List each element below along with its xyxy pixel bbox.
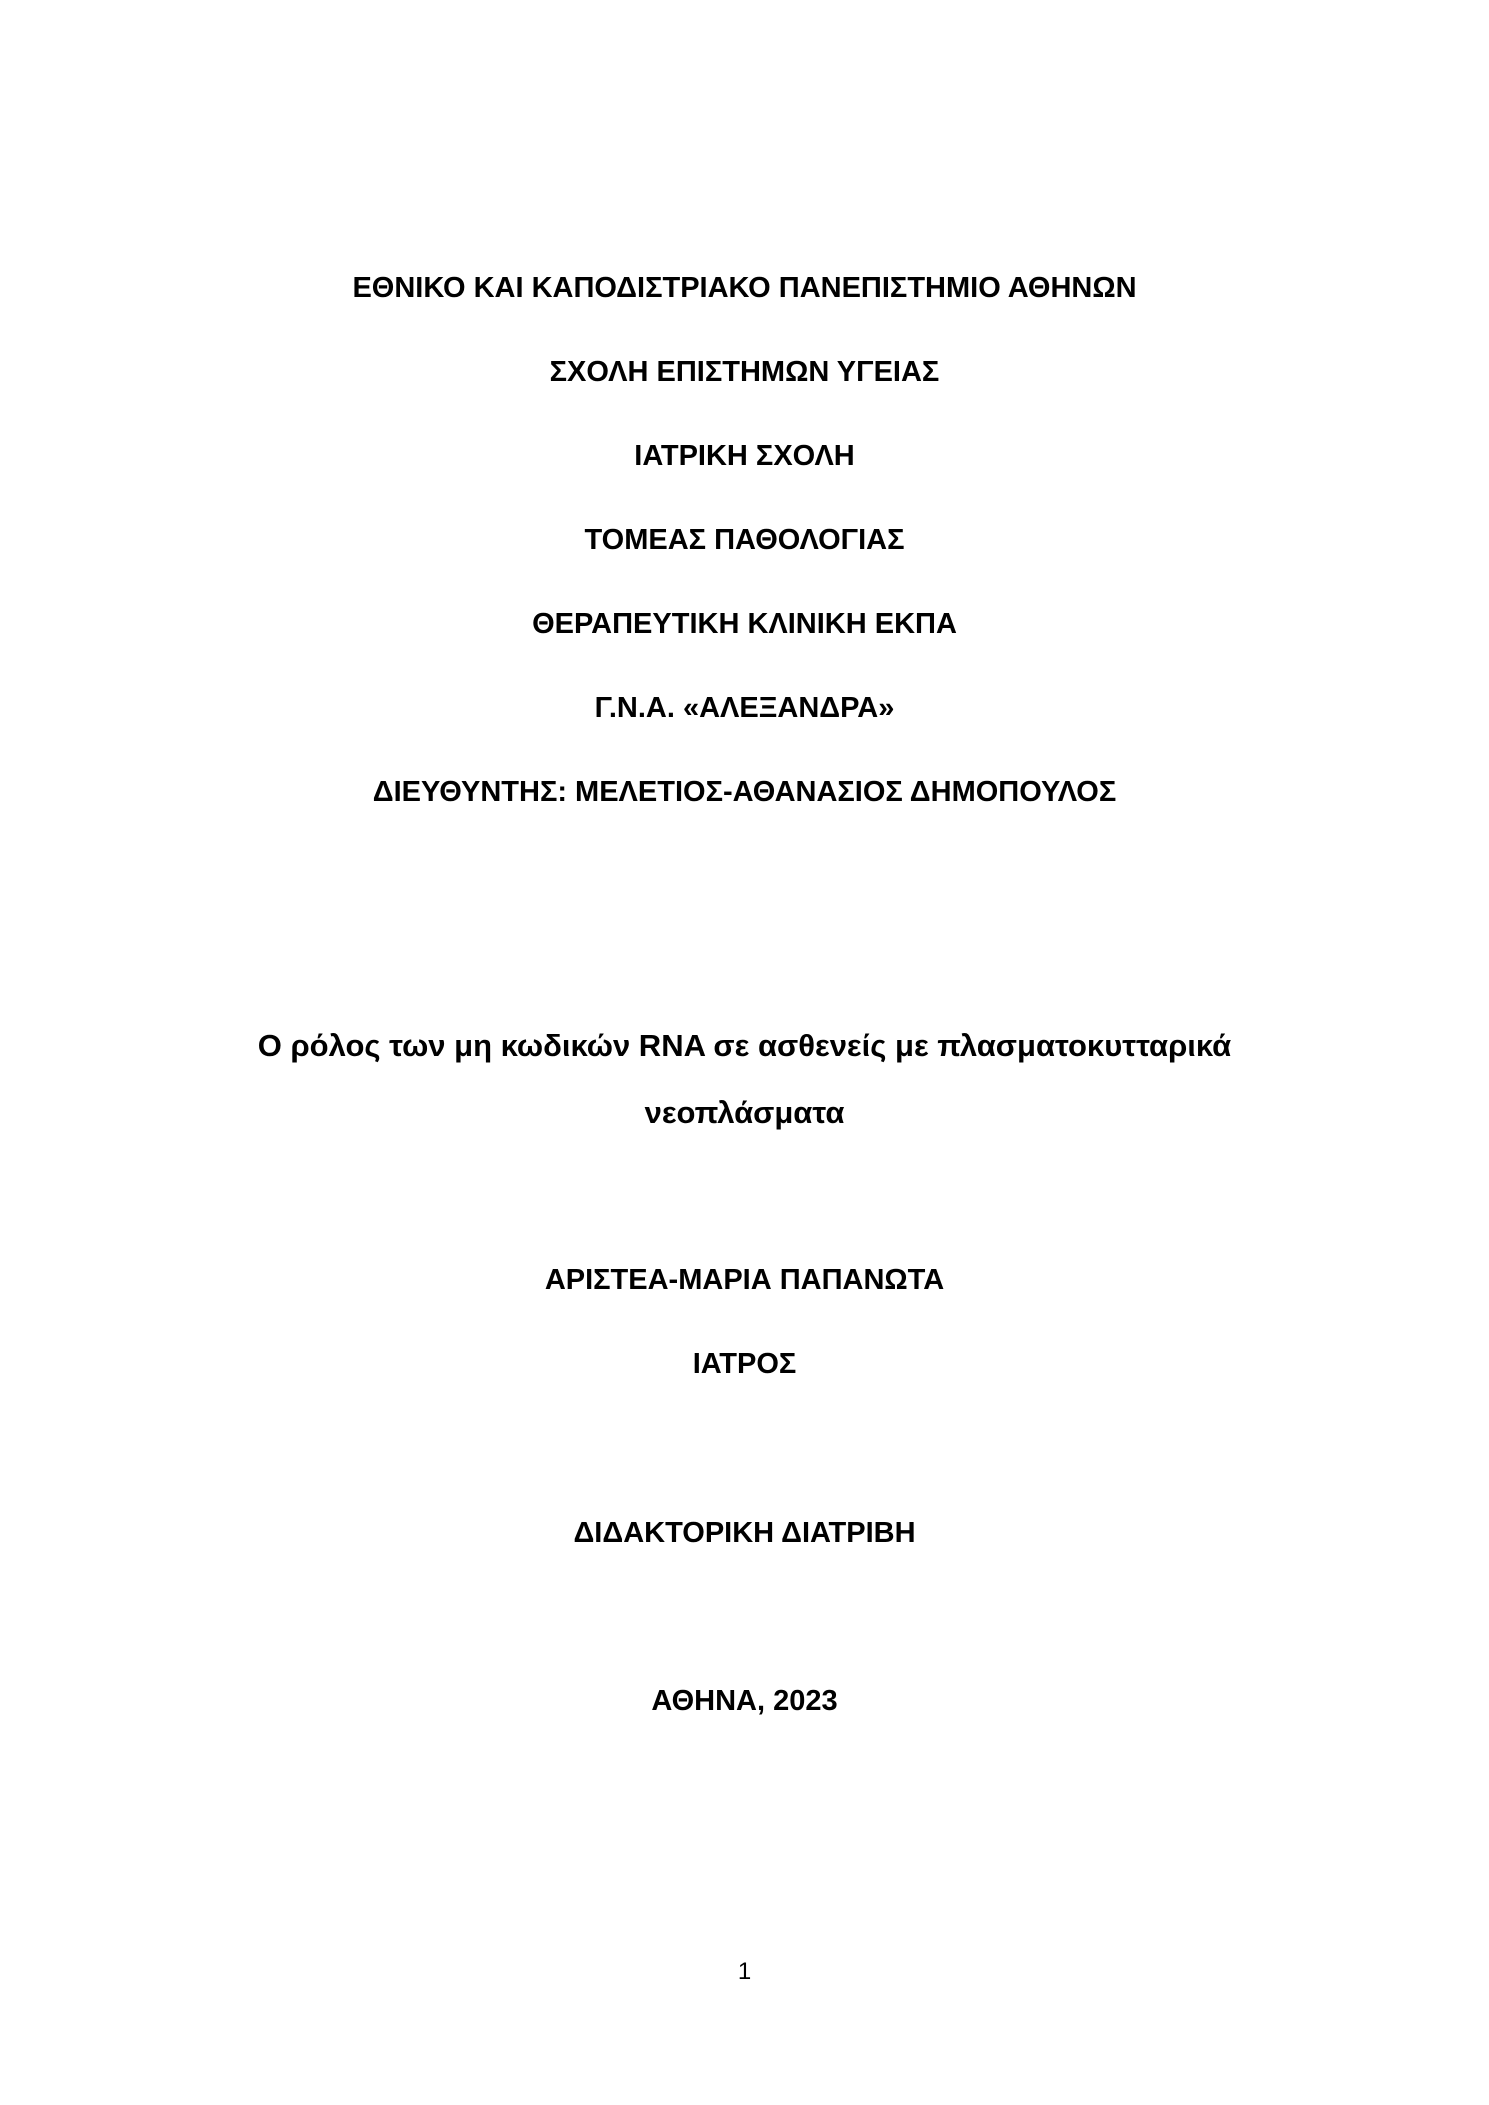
page-number: 1 [737, 1958, 752, 1985]
author-profession: ΙΑΤΡΟΣ [692, 1348, 797, 1380]
hospital-name: Γ.Ν.Α. «ΑΛΕΞΑΝΔΡΑ» [594, 692, 895, 724]
university-name: ΕΘΝΙΚΟ ΚΑΙ ΚΑΠΟΔΙΣΤΡΙΑΚΟ ΠΑΝΕΠΙΣΤΗΜΙΟ ΑΘΗΝΩΝ [352, 272, 1137, 304]
thesis-title-line-1: Ο ρόλος των μη κωδικών RNA σε ασθενείς με πλασματοκυτταρικά [257, 1028, 1232, 1063]
director-line: ΔΙΕΥΘΥΝΤΗΣ: ΜΕΛΕΤΙΟΣ-ΑΘΑΝΑΣΙΟΣ ΔΗΜΟΠΟΥΛΟΣ [372, 776, 1117, 808]
department-name: ΤΟΜΕΑΣ ΠΑΘΟΛΟΓΙΑΣ [584, 524, 905, 556]
thesis-title-line-2: νεοπλάσματα [644, 1095, 845, 1130]
clinic-name: ΘΕΡΑΠΕΥΤΙΚΗ ΚΛΙΝΙΚΗ ΕΚΠΑ [532, 608, 957, 640]
place-and-date: ΑΘΗΝΑ, 2023 [651, 1685, 838, 1717]
faculty-name: ΙΑΤΡΙΚΗ ΣΧΟΛΗ [634, 440, 855, 472]
school-name: ΣΧΟΛΗ ΕΠΙΣΤΗΜΩΝ ΥΓΕΙΑΣ [549, 356, 940, 388]
author-name: ΑΡΙΣΤΕΑ-ΜΑΡΙΑ ΠΑΠΑΝΩΤΑ [544, 1264, 945, 1296]
document-type: ΔΙΔΑΚΤΟΡΙΚΗ ΔΙΑΤΡΙΒΗ [573, 1517, 916, 1549]
